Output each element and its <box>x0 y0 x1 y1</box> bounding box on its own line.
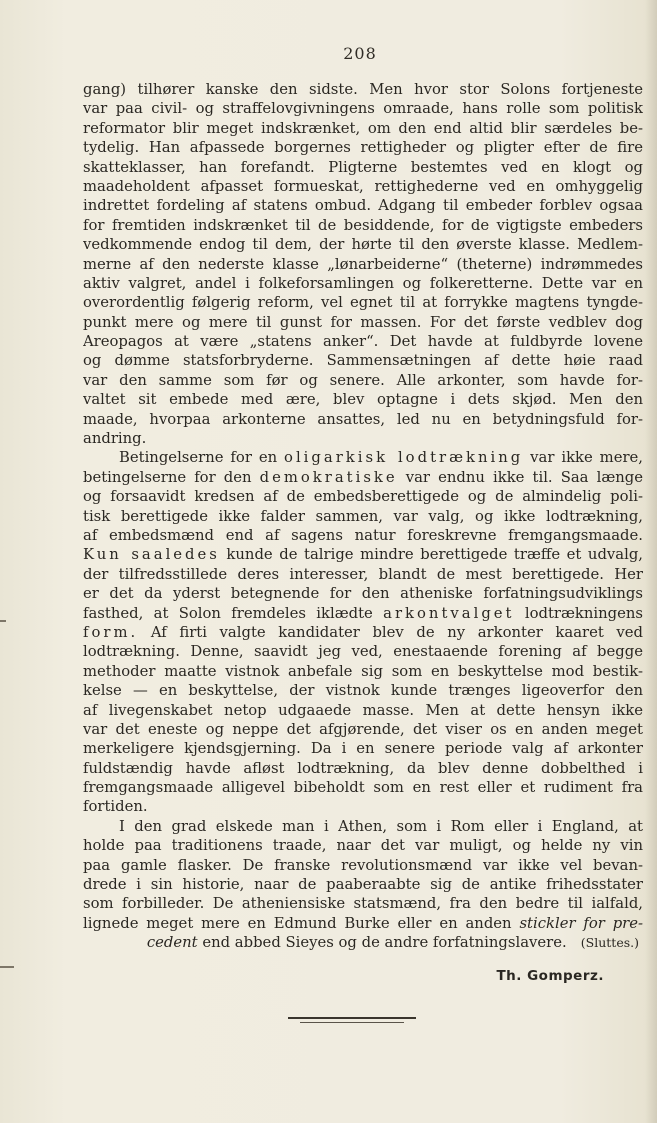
spaced-term: Kun saaledes <box>83 546 220 564</box>
text-line: var paa civil- og straffelovgivningens omraade, hans rolle som politisk <box>83 100 643 118</box>
text-line: for fremtiden indskrænket til de besiddende, for de vigtigste embeders <box>83 216 643 234</box>
text-line: valtet sit embede med ære, blev optagne i dets skjød. Men den <box>83 391 643 409</box>
text-line: som forbilleder. De atheniensiske statsmænd, fra den bedre til ialfald, <box>83 895 643 913</box>
text-line: vedkommende endog til dem, der hørte til den øverste klasse. Medlem- <box>83 236 643 254</box>
spaced-term: arkontvalget <box>383 604 515 622</box>
text-line: merkeligere kjendsgjerning. Da i en senere periode valg af arkonter <box>83 740 643 758</box>
italic-term: cedent <box>146 934 198 952</box>
text-run: betingelserne for den <box>83 468 260 486</box>
text-run: Af firti valgte kandidater blev de ny arkonter kaaret ved <box>138 623 643 641</box>
margin-mark <box>0 966 14 968</box>
text-line: gang) tilhører kanske den sidste. Men hvor stor Solons fortjeneste <box>83 81 643 98</box>
text-line: var den samme som før og senere. Alle arkonter, som havde for- <box>83 371 643 389</box>
text-line: indrettet fordeling af statens ombud. Adgang til embeder forblev ogsaa <box>83 197 643 215</box>
text-line: og forsaavidt kredsen af de embedsberettigede og de almindelig poli- <box>83 488 643 506</box>
text-run: end abbed Sieyes og de andre forfatningslavere. <box>197 934 567 952</box>
text-line: Areopagos at være „statens anker“. Det havde at fuldbyrde lovene <box>83 333 643 351</box>
closing-rule-thin <box>300 1022 404 1023</box>
text-line: I den grad elskede man i Athen, som i Rom eller i England, at <box>119 817 643 835</box>
text-line <box>83 468 643 487</box>
page-number: 208 <box>343 44 377 63</box>
text-line: og dømme statsforbryderne. Sammensætningen af dette høie raad <box>83 352 643 370</box>
text-line <box>83 545 643 564</box>
text-line: af embedsmænd end af sagens natur foreskrevne fremgangsmaade. <box>83 526 643 544</box>
text-line: drede i sin historie, naar de paaberaabte sig de antike frihedsstater <box>83 876 643 894</box>
text-line: merne af den nederste klasse „lønarbeiderne“ (theterne) indrømmedes <box>83 255 643 273</box>
text-line: methoder maatte vistnok anbefale sig som en beskyttelse mod bestik- <box>83 662 643 680</box>
text-line <box>83 604 643 623</box>
italic-term: stickler for pre- <box>519 914 643 932</box>
text-line: tisk berettigede ikke falder sammen, var valg, og ikke lodtrækning, <box>83 507 643 525</box>
text-line: holde paa traditionens traade, naar det var muligt, og helde ny vin <box>83 837 643 855</box>
closing-rule <box>288 1017 416 1019</box>
spaced-term: form. <box>83 623 139 641</box>
text-line: reformator blir meget indskrænket, om den end altid blir særdeles be- <box>83 119 643 137</box>
text-line: fremgangsmaade alligevel bibeholdt som en rest eller et rudiment fra <box>83 779 643 797</box>
text-line: skatteklasser, han forefandt. Pligterne bestemtes ved en klogt og <box>83 158 643 176</box>
text-run: Betingelserne for en <box>119 449 285 467</box>
text-line: fortiden. <box>83 798 148 816</box>
text-line <box>83 623 643 642</box>
text-line: punkt mere og mere til gunst for massen. For det første vedblev dog <box>83 313 643 331</box>
margin-mark <box>0 620 6 622</box>
text-line: er det da yderst betegnende for den atheniske forfatningsudviklings <box>83 585 643 603</box>
text-line: aktiv valgret, andel i folkeforsamlingen og folkeretterne. Dette var en <box>83 274 643 292</box>
author-signature: Th. Gomperz. <box>496 968 604 984</box>
text-line: maade, hvorpaa arkonterne ansattes, led nu en betydningsfuld for- <box>83 410 643 428</box>
text-line: andring. <box>83 430 147 448</box>
text-line: maadeholdent afpasset formueskat, rettighederne ved en omhyggelig <box>83 177 643 195</box>
text-run: fasthed, at Solon fremdeles iklædte <box>83 604 384 622</box>
text-line: lodtrækning. Denne, saavidt jeg ved, enestaaende forening af begge <box>83 643 643 661</box>
text-line <box>83 914 643 933</box>
spaced-term: oligarkisk lodtrækning <box>284 449 524 467</box>
continuation-note: (Sluttes.) <box>580 935 639 951</box>
body-text <box>83 80 643 953</box>
text-line: paa gamle flasker. De franske revolutionsmænd var ikke vel bevan- <box>83 856 643 874</box>
text-line: var det eneste og neppe det afgjørende, det viser os en anden meget <box>83 720 643 738</box>
text-run: lodtrækningens <box>514 604 643 622</box>
text-run: var ikke mere, <box>523 449 643 467</box>
text-run: var endnu ikke til. Saa længe <box>397 468 643 486</box>
text-run: kunde de talrige mindre berettigede træffe et udvalg, <box>219 546 643 564</box>
text-line: tydelig. Han afpassede borgernes rettigheder og pligter efter de fire <box>83 139 643 157</box>
text-line <box>83 448 643 467</box>
text-line: fuldstændig havde afløst lodtrækning, da blev denne dobbelthed i <box>83 759 643 777</box>
text-line <box>83 933 643 952</box>
text-line: overordentlig følgerig reform, vel egnet til at forrykke magtens tyngde- <box>83 294 643 312</box>
spaced-term: demokratiske <box>259 468 398 486</box>
text-line: kelse — en beskyttelse, der vistnok kunde trænges ligeoverfor den <box>83 682 643 700</box>
text-line: der tilfredsstillede deres interesser, blandt de mest berettigede. Her <box>83 565 643 583</box>
text-line: af livegenskabet netop udgaaede masse. Men at dette hensyn ikke <box>83 701 643 719</box>
text-run: lignede meget mere en Edmund Burke eller en anden <box>83 914 520 932</box>
page-edge-shadow <box>645 0 657 1123</box>
